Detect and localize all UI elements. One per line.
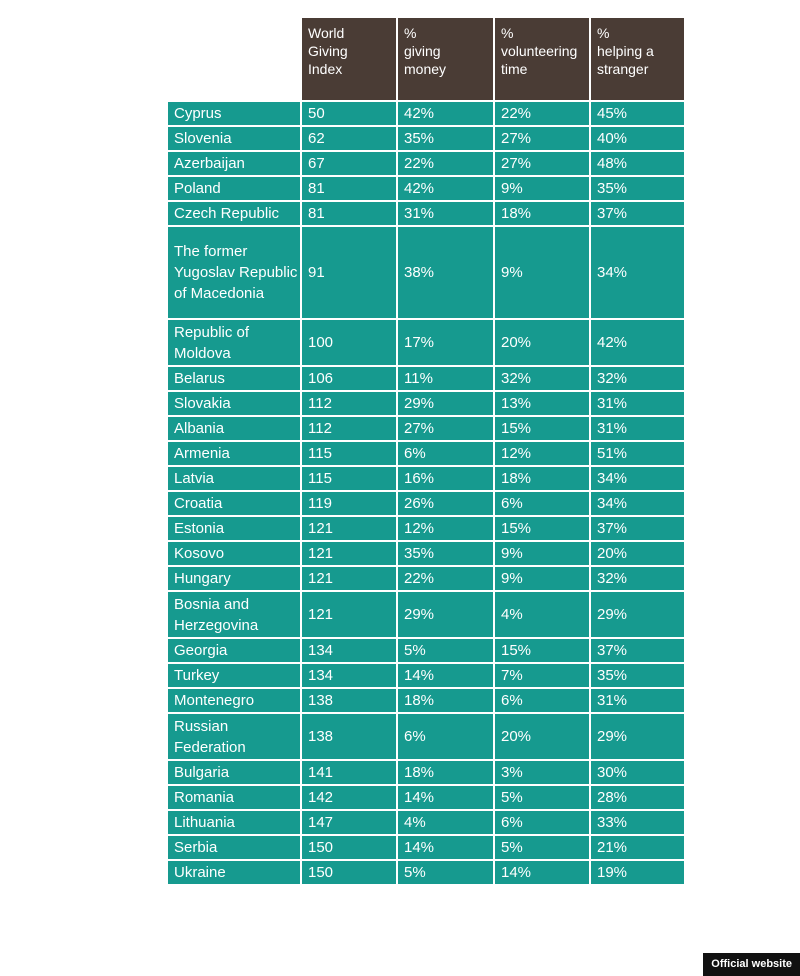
helping-cell: 51%	[590, 441, 685, 466]
giving-money-cell: 29%	[397, 591, 494, 638]
country-cell: Cyprus	[167, 101, 301, 126]
volunteering-cell: 6%	[494, 491, 590, 516]
index-cell: 91	[301, 226, 397, 319]
world-giving-index-table	[166, 16, 686, 886]
country-cell: Republic of Moldova	[167, 319, 301, 366]
helping-cell: 28%	[590, 785, 685, 810]
table-row	[167, 760, 685, 785]
volunteering-cell: 9%	[494, 541, 590, 566]
volunteering-cell: 6%	[494, 810, 590, 835]
country-cell: Montenegro	[167, 688, 301, 713]
volunteering-cell: 7%	[494, 663, 590, 688]
index-cell: 81	[301, 201, 397, 226]
volunteering-cell: 5%	[494, 785, 590, 810]
table-row	[167, 176, 685, 201]
index-cell: 100	[301, 319, 397, 366]
index-cell: 112	[301, 416, 397, 441]
index-cell: 115	[301, 441, 397, 466]
giving-money-cell: 31%	[397, 201, 494, 226]
giving-money-cell: 22%	[397, 151, 494, 176]
volunteering-cell: 20%	[494, 713, 590, 760]
giving-money-cell: 5%	[397, 638, 494, 663]
country-cell: Slovenia	[167, 126, 301, 151]
table-row	[167, 810, 685, 835]
index-cell: 106	[301, 366, 397, 391]
table-row	[167, 516, 685, 541]
volunteering-cell: 27%	[494, 126, 590, 151]
country-cell: Kosovo	[167, 541, 301, 566]
index-cell: 147	[301, 810, 397, 835]
table-row	[167, 663, 685, 688]
index-cell: 62	[301, 126, 397, 151]
country-cell: Hungary	[167, 566, 301, 591]
volunteering-cell: 15%	[494, 516, 590, 541]
helping-cell: 32%	[590, 566, 685, 591]
volunteering-cell: 4%	[494, 591, 590, 638]
header-corner	[167, 17, 301, 101]
index-cell: 121	[301, 516, 397, 541]
helping-cell: 37%	[590, 638, 685, 663]
giving-money-cell: 14%	[397, 663, 494, 688]
index-cell: 119	[301, 491, 397, 516]
index-cell: 50	[301, 101, 397, 126]
country-cell: Belarus	[167, 366, 301, 391]
country-cell: Latvia	[167, 466, 301, 491]
giving-money-cell: 6%	[397, 713, 494, 760]
giving-money-cell: 42%	[397, 101, 494, 126]
volunteering-cell: 6%	[494, 688, 590, 713]
helping-cell: 31%	[590, 688, 685, 713]
table-row	[167, 101, 685, 126]
volunteering-cell: 3%	[494, 760, 590, 785]
header-row	[167, 17, 685, 101]
index-cell: 134	[301, 663, 397, 688]
country-cell: Estonia	[167, 516, 301, 541]
volunteering-cell: 22%	[494, 101, 590, 126]
helping-cell: 19%	[590, 860, 685, 885]
country-cell: Armenia	[167, 441, 301, 466]
table-row	[167, 201, 685, 226]
index-cell: 121	[301, 541, 397, 566]
header-world-giving-index: World Giving Index	[301, 17, 397, 101]
header-giving-money: % giving money	[397, 17, 494, 101]
volunteering-cell: 18%	[494, 201, 590, 226]
index-cell: 150	[301, 835, 397, 860]
index-cell: 150	[301, 860, 397, 885]
index-cell: 115	[301, 466, 397, 491]
helping-cell: 31%	[590, 391, 685, 416]
giving-money-cell: 18%	[397, 688, 494, 713]
table-row	[167, 541, 685, 566]
giving-money-cell: 22%	[397, 566, 494, 591]
country-cell: Lithuania	[167, 810, 301, 835]
country-cell: Poland	[167, 176, 301, 201]
giving-money-cell: 26%	[397, 491, 494, 516]
credit-label: Official website	[703, 953, 800, 976]
country-cell: Russian Federation	[167, 713, 301, 760]
giving-money-cell: 27%	[397, 416, 494, 441]
volunteering-cell: 12%	[494, 441, 590, 466]
giving-money-cell: 35%	[397, 541, 494, 566]
table-row	[167, 491, 685, 516]
table-row	[167, 835, 685, 860]
volunteering-cell: 15%	[494, 416, 590, 441]
country-cell: Croatia	[167, 491, 301, 516]
helping-cell: 34%	[590, 226, 685, 319]
index-cell: 121	[301, 566, 397, 591]
index-cell: 67	[301, 151, 397, 176]
index-cell: 138	[301, 688, 397, 713]
helping-cell: 21%	[590, 835, 685, 860]
helping-cell: 45%	[590, 101, 685, 126]
country-cell: Albania	[167, 416, 301, 441]
volunteering-cell: 9%	[494, 226, 590, 319]
country-cell: Turkey	[167, 663, 301, 688]
giving-money-cell: 14%	[397, 785, 494, 810]
helping-cell: 35%	[590, 663, 685, 688]
volunteering-cell: 13%	[494, 391, 590, 416]
volunteering-cell: 5%	[494, 835, 590, 860]
table-row	[167, 688, 685, 713]
table-row	[167, 566, 685, 591]
giving-money-cell: 38%	[397, 226, 494, 319]
table-row	[167, 126, 685, 151]
table-row	[167, 591, 685, 638]
giving-money-cell: 42%	[397, 176, 494, 201]
helping-cell: 33%	[590, 810, 685, 835]
helping-cell: 40%	[590, 126, 685, 151]
volunteering-cell: 27%	[494, 151, 590, 176]
table-row	[167, 416, 685, 441]
helping-cell: 31%	[590, 416, 685, 441]
table-row	[167, 466, 685, 491]
table-row	[167, 226, 685, 319]
country-cell: Czech Republic	[167, 201, 301, 226]
volunteering-cell: 9%	[494, 176, 590, 201]
country-cell: The former Yugoslav Republic of Macedonia	[167, 226, 301, 319]
country-cell: Serbia	[167, 835, 301, 860]
giving-money-cell: 18%	[397, 760, 494, 785]
volunteering-cell: 32%	[494, 366, 590, 391]
table-row	[167, 785, 685, 810]
giving-money-cell: 6%	[397, 441, 494, 466]
table-row	[167, 713, 685, 760]
table-row	[167, 860, 685, 885]
table-row	[167, 638, 685, 663]
table-row	[167, 441, 685, 466]
index-cell: 138	[301, 713, 397, 760]
giving-money-cell: 11%	[397, 366, 494, 391]
index-cell: 142	[301, 785, 397, 810]
index-cell: 112	[301, 391, 397, 416]
volunteering-cell: 20%	[494, 319, 590, 366]
country-cell: Georgia	[167, 638, 301, 663]
index-cell: 121	[301, 591, 397, 638]
index-cell: 141	[301, 760, 397, 785]
helping-cell: 29%	[590, 713, 685, 760]
volunteering-cell: 15%	[494, 638, 590, 663]
volunteering-cell: 14%	[494, 860, 590, 885]
volunteering-cell: 18%	[494, 466, 590, 491]
helping-cell: 48%	[590, 151, 685, 176]
header-helping-stranger: % helping a stranger	[590, 17, 685, 101]
table-row	[167, 391, 685, 416]
index-cell: 81	[301, 176, 397, 201]
giving-money-cell: 16%	[397, 466, 494, 491]
country-cell: Azerbaijan	[167, 151, 301, 176]
helping-cell: 35%	[590, 176, 685, 201]
country-cell: Bosnia and Herzegovina	[167, 591, 301, 638]
country-cell: Slovakia	[167, 391, 301, 416]
header-volunteering-time: % volunteering time	[494, 17, 590, 101]
giving-money-cell: 5%	[397, 860, 494, 885]
helping-cell: 37%	[590, 516, 685, 541]
giving-money-cell: 29%	[397, 391, 494, 416]
helping-cell: 30%	[590, 760, 685, 785]
helping-cell: 42%	[590, 319, 685, 366]
country-cell: Romania	[167, 785, 301, 810]
giving-money-cell: 4%	[397, 810, 494, 835]
index-cell: 134	[301, 638, 397, 663]
giving-money-cell: 35%	[397, 126, 494, 151]
table-row	[167, 151, 685, 176]
helping-cell: 37%	[590, 201, 685, 226]
helping-cell: 29%	[590, 591, 685, 638]
giving-money-cell: 17%	[397, 319, 494, 366]
helping-cell: 32%	[590, 366, 685, 391]
giving-money-cell: 12%	[397, 516, 494, 541]
table-row	[167, 366, 685, 391]
volunteering-cell: 9%	[494, 566, 590, 591]
helping-cell: 34%	[590, 491, 685, 516]
table-row	[167, 319, 685, 366]
country-cell: Ukraine	[167, 860, 301, 885]
helping-cell: 20%	[590, 541, 685, 566]
helping-cell: 34%	[590, 466, 685, 491]
giving-money-cell: 14%	[397, 835, 494, 860]
country-cell: Bulgaria	[167, 760, 301, 785]
table-body	[167, 101, 685, 885]
